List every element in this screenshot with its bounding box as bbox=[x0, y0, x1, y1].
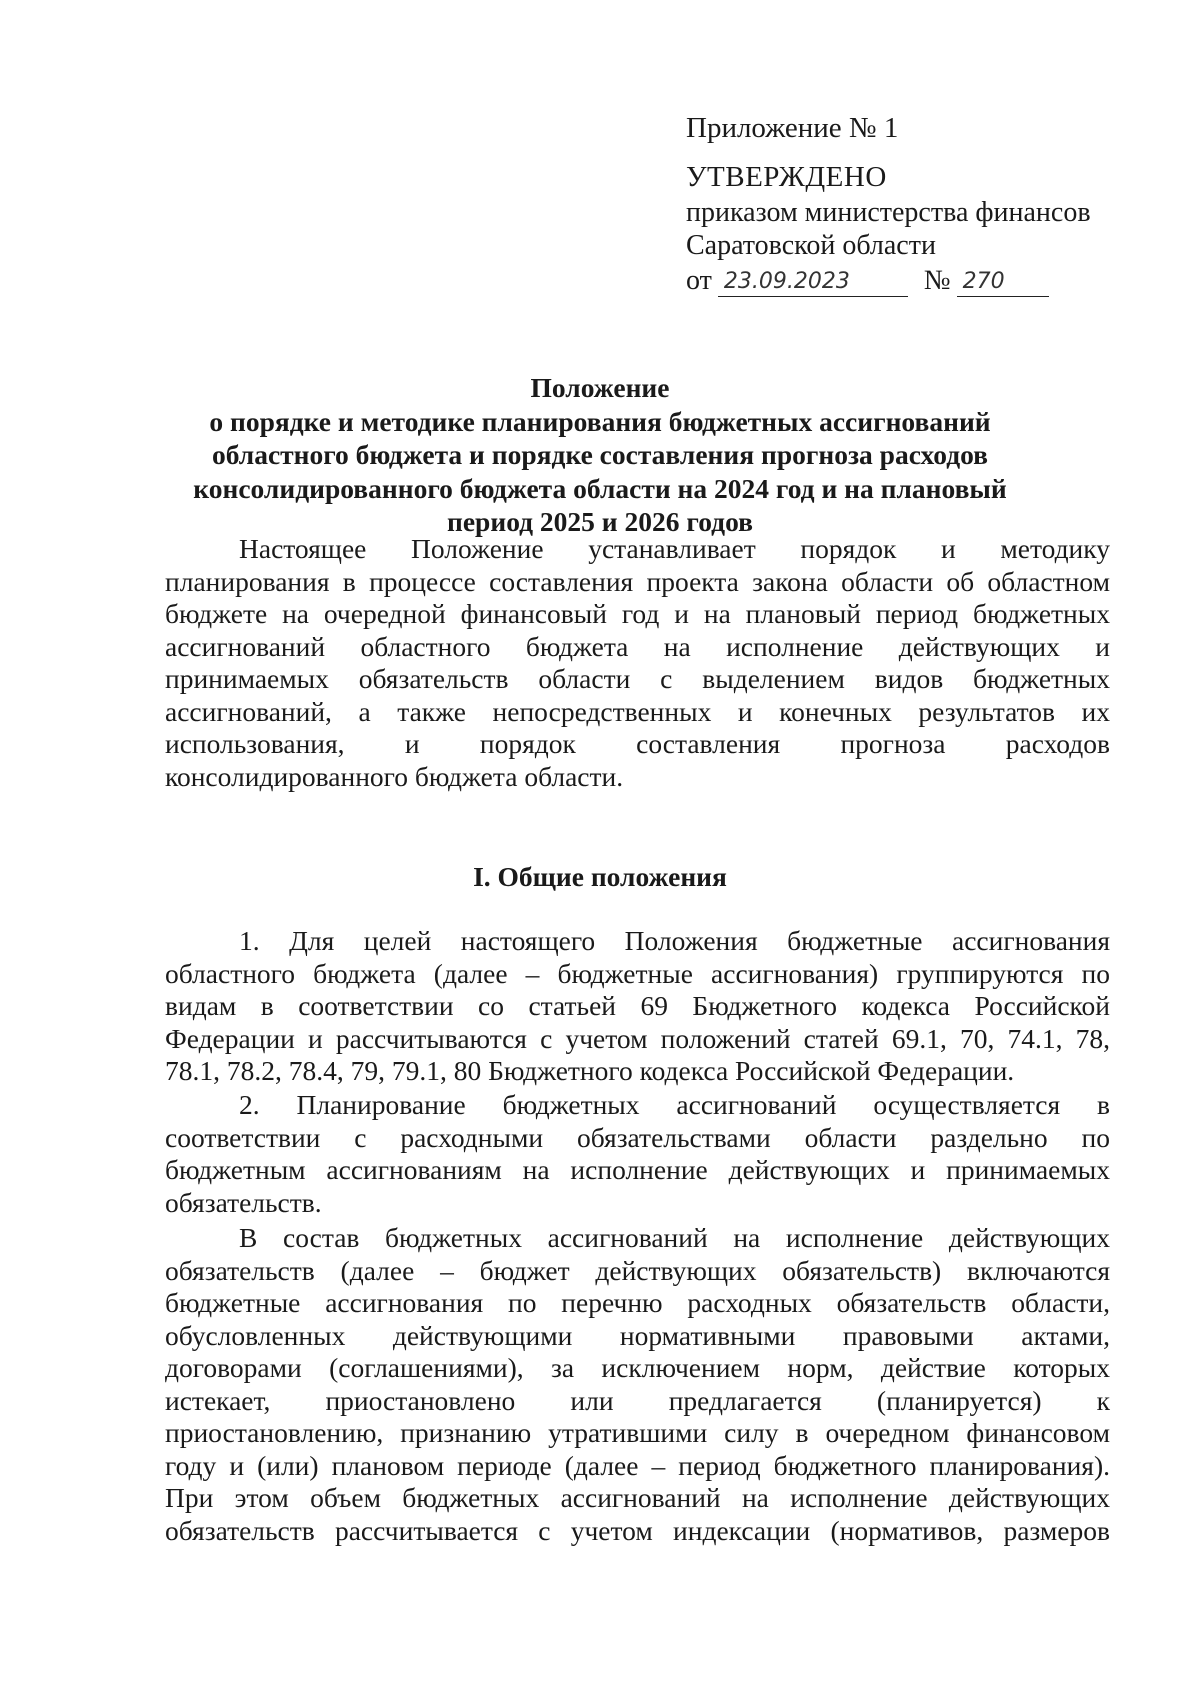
order-reference bbox=[686, 264, 1146, 297]
text-line: видам в соответствии со статьей 69 Бюджетного кодекса Российской bbox=[165, 990, 1110, 1021]
text-line: Федерации и рассчитываются с учетом положений статей 69.1, 70, 74.1, 78, bbox=[165, 1022, 1110, 1054]
handwritten-number: 270 bbox=[957, 270, 1049, 297]
text-line: областного бюджета (далее – бюджетные ассигнования) группируются по bbox=[165, 957, 1110, 989]
text-line: принимаемых обязательств области с выделением видов бюджетных bbox=[165, 663, 1110, 694]
title-line: о порядке и методике планирования бюджетных ассигнований bbox=[209, 405, 991, 437]
title-line: консолидированного бюджета области на 2024 год и на плановый bbox=[193, 472, 1007, 504]
appendix-label: Приложение № 1 bbox=[686, 112, 899, 144]
section-heading: I. Общие положения bbox=[473, 861, 727, 892]
from-label: от bbox=[686, 265, 712, 296]
approval-line-2: Саратовской области bbox=[686, 230, 936, 261]
text-line: 1. Для целей настоящего Положения бюджетные ассигнования bbox=[239, 925, 1110, 956]
approval-line-1: приказом министерства финансов bbox=[686, 197, 1091, 228]
title-line: Положение bbox=[530, 372, 670, 403]
approval-block bbox=[686, 112, 1146, 297]
text-line: приостановлению, признанию утратившими силу в очередном финансовом bbox=[165, 1417, 1110, 1448]
text-line: В состав бюджетных ассигнований на исполнение действующих bbox=[239, 1222, 1110, 1253]
text-line: бюджете на очередной финансовый год и на плановый период бюджетных bbox=[165, 598, 1110, 629]
text-line: обязательств (далее – бюджет действующих обязательств) включаются bbox=[165, 1254, 1110, 1286]
text-line: обязательств рассчитывается с учетом индексации (нормативов, размеров bbox=[165, 1514, 1110, 1546]
text-line: обязательств. bbox=[165, 1186, 322, 1218]
text-line: ассигнований областного бюджета на исполнение действующих и bbox=[165, 630, 1110, 662]
intro-paragraph bbox=[165, 533, 1110, 793]
text-line: планирования в процессе составления проекта закона области об областном bbox=[165, 565, 1110, 597]
text-line: обусловленных действующими нормативными правовыми актами, bbox=[165, 1319, 1110, 1351]
text-line: При этом объем бюджетных ассигнований на исполнение действующих bbox=[165, 1482, 1110, 1513]
text-line: договорами (соглашениями), за исключением норм, действие которых bbox=[165, 1352, 1110, 1383]
text-line: использования, и порядок составления прогноза расходов bbox=[165, 728, 1110, 759]
text-line: истекает, приостановлено или предлагается (планируется) к bbox=[165, 1384, 1110, 1416]
paragraph-3 bbox=[165, 1222, 1110, 1547]
approved-stamp-label: УТВЕРЖДЕНО bbox=[686, 161, 887, 193]
text-line: ассигнований, а также непосредственных и конечных результатов их bbox=[165, 695, 1110, 727]
number-label: № bbox=[923, 265, 951, 296]
paragraph-2 bbox=[165, 1089, 1110, 1219]
paragraph-1 bbox=[165, 925, 1110, 1088]
text-line: бюджетные ассигнования по перечню расходных обязательств области, bbox=[165, 1287, 1110, 1318]
title-line: период 2025 и 2026 годов bbox=[447, 506, 753, 537]
text-line: Настоящее Положение устанавливает порядок и методику bbox=[239, 533, 1110, 564]
title-line: областного бюджета и порядке составления прогноза расходов bbox=[211, 439, 989, 470]
document-title bbox=[150, 371, 1050, 539]
handwritten-date: 23.09.2023 bbox=[718, 270, 908, 297]
text-line: бюджетным ассигнованиям на исполнение действующих и принимаемых bbox=[165, 1154, 1110, 1185]
text-line: 2. Планирование бюджетных ассигнований осуществляется в bbox=[239, 1089, 1110, 1120]
text-line: консолидированного бюджета области. bbox=[165, 760, 624, 792]
text-line: году и (или) плановом периоде (далее – период бюджетного планирования). bbox=[165, 1449, 1110, 1481]
text-line: 78.1, 78.2, 78.4, 79, 79.1, 80 Бюджетного кодекса Российской Федерации. bbox=[165, 1055, 1015, 1086]
text-line: соответствии с расходными обязательствами области раздельно по bbox=[165, 1121, 1110, 1153]
